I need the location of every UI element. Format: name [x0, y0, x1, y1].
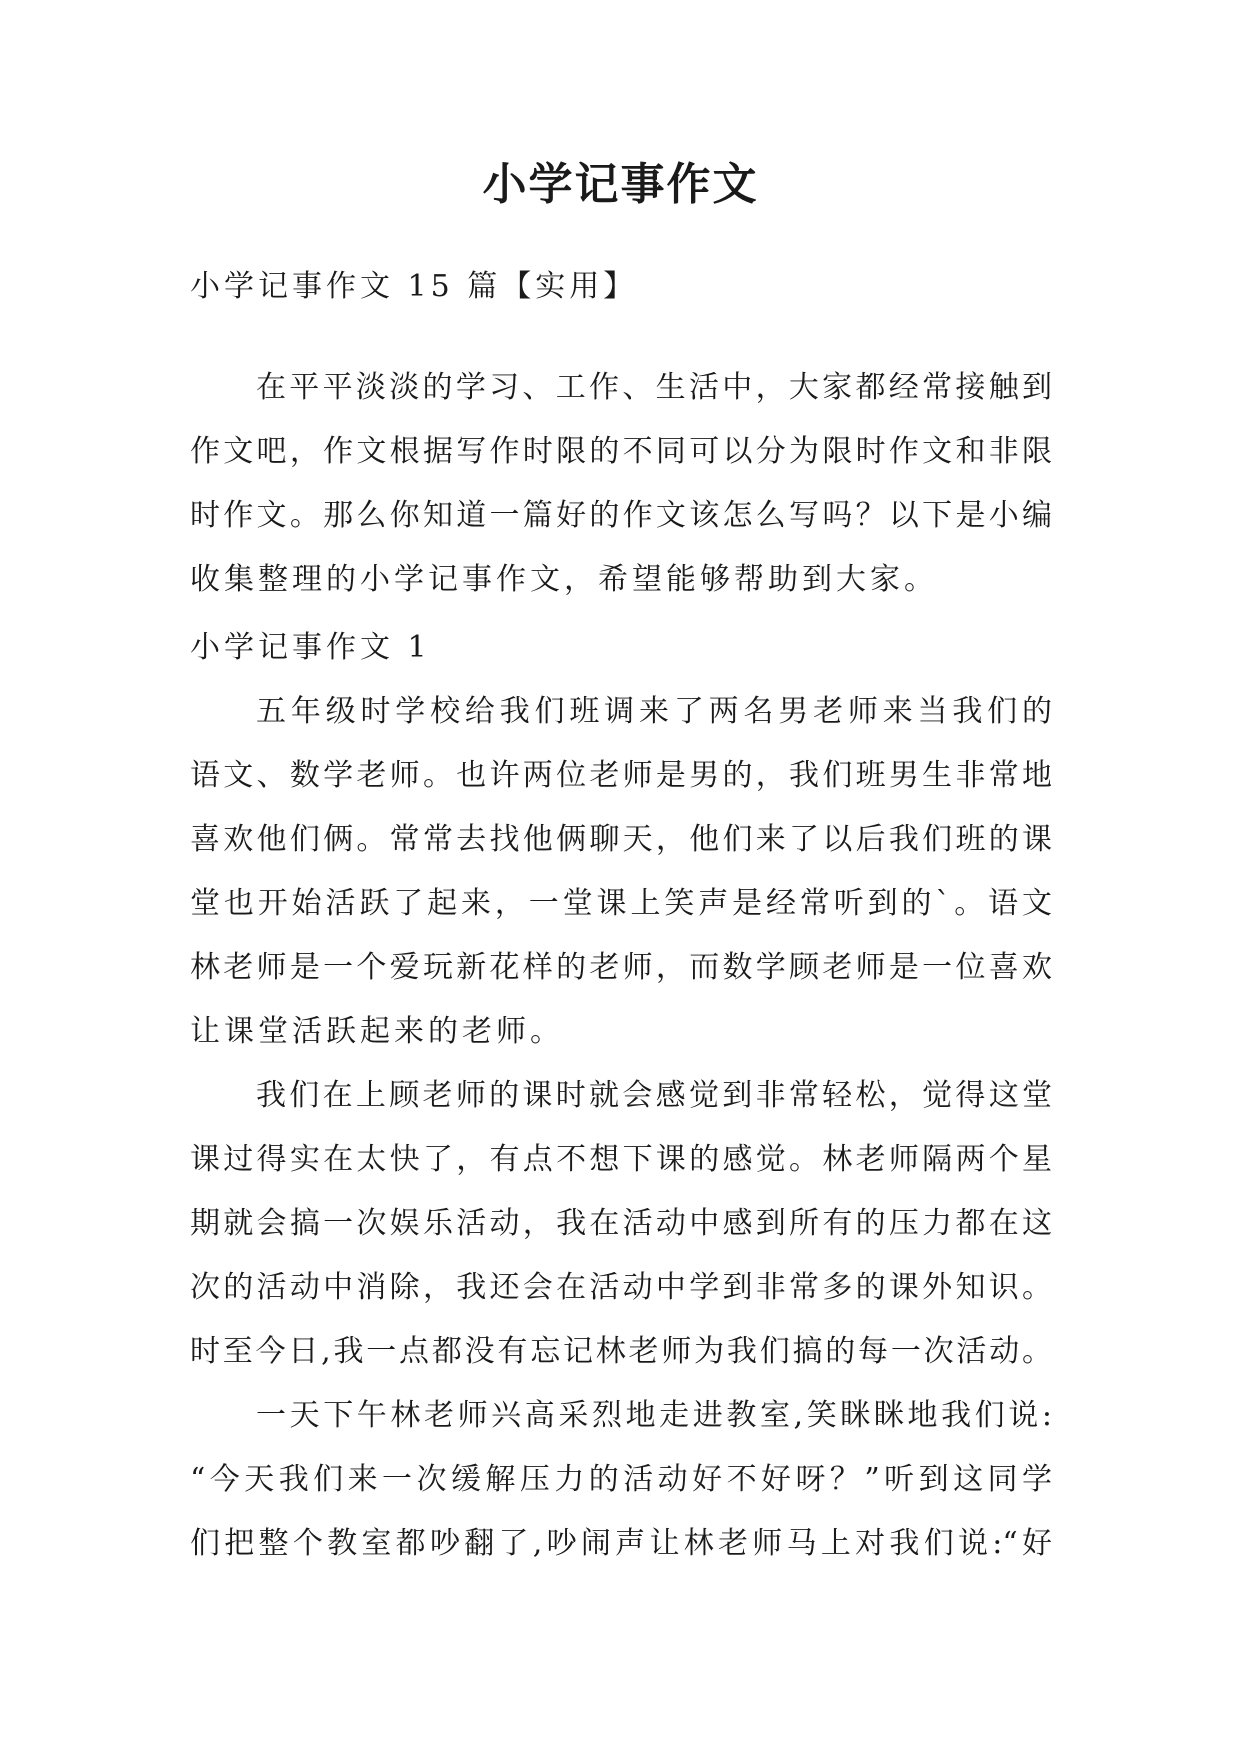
- intro-line: 在平平淡淡的学习、工作、生活中，大家都经常接触到: [256, 370, 1052, 405]
- intro-line: 收集整理的小学记事作文，希望能够帮助到大家。: [190, 562, 938, 597]
- section-1-paragraph-3: [190, 1384, 1052, 1576]
- paragraph-line: 堂也开始活跃了起来，一堂课上笑声是经常听到的`。语文: [190, 886, 1052, 921]
- paragraph-line: “今天我们来一次缓解压力的活动好不好呀？”听到这同学: [190, 1462, 1052, 1497]
- document-title: 小学记事作文: [482, 159, 759, 210]
- intro-line: 时作文。那么你知道一篇好的作文该怎么写吗？以下是小编: [190, 498, 1052, 533]
- paragraph-line: 林老师是一个爱玩新花样的老师，而数学顾老师是一位喜欢: [190, 950, 1052, 985]
- section-1-paragraph-1: [190, 680, 1052, 1064]
- section-1: [190, 616, 1052, 1576]
- paragraph-line: 让课堂活跃起来的老师。: [190, 1014, 564, 1049]
- paragraph-line: 课过得实在太快了，有点不想下课的感觉。林老师隔两个星: [190, 1142, 1052, 1177]
- paragraph-line: 时至今日,我一点都没有忘记林老师为我们搞的每一次活动。: [190, 1334, 1052, 1369]
- paragraph-line: 次的活动中消除，我还会在活动中学到非常多的课外知识。: [190, 1270, 1052, 1305]
- paragraph-line: 期就会搞一次娱乐活动，我在活动中感到所有的压力都在这: [190, 1206, 1052, 1241]
- paragraph-line: 们把整个教室都吵翻了,吵闹声让林老师马上对我们说:“好: [190, 1526, 1052, 1561]
- paragraph-line: 我们在上顾老师的课时就会感觉到非常轻松，觉得这堂: [256, 1078, 1052, 1113]
- paragraph-line: 语文、数学老师。也许两位老师是男的，我们班男生非常地: [190, 758, 1052, 793]
- paragraph-line: 一天下午林老师兴高采烈地走进教室,笑眯眯地我们说:: [256, 1398, 1052, 1433]
- intro-paragraph: [190, 356, 1052, 612]
- section-1-paragraph-2: [190, 1064, 1052, 1384]
- paragraph-line: 五年级时学校给我们班调来了两名男老师来当我们的: [256, 694, 1052, 729]
- paragraph-line: 喜欢他们俩。常常去找他俩聊天，他们来了以后我们班的课: [190, 822, 1052, 857]
- intro-line: 作文吧，作文根据写作时限的不同可以分为限时作文和非限: [190, 434, 1052, 469]
- section-heading: 小学记事作文 1: [190, 630, 431, 665]
- document-subtitle: 小学记事作文 15 篇【实用】: [190, 269, 638, 304]
